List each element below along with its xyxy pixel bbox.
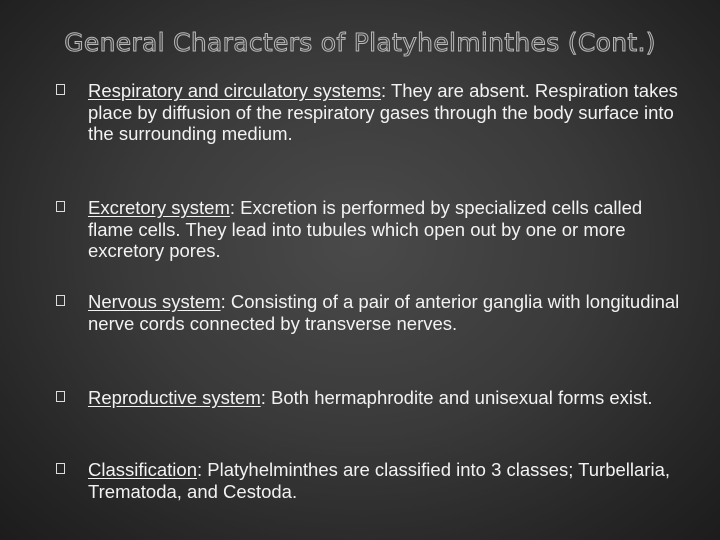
bullet-term: Classification xyxy=(88,459,197,480)
bullet-text xyxy=(88,291,688,334)
bullet-box-icon xyxy=(56,201,65,212)
bullet-term: Excretory system xyxy=(88,197,230,218)
bullet-text xyxy=(88,197,688,262)
bullet-term: Reproductive system xyxy=(88,387,261,408)
bullet-description: : They are absent. Respiration takes place by diffusion of the respiratory gases through the body surface into the surrounding medium. xyxy=(88,80,678,144)
bullet-text xyxy=(88,387,688,409)
bullet-term: Respiratory and circulatory systems xyxy=(88,80,382,101)
bullet-box-icon xyxy=(56,391,65,402)
slide-title: General Characters of Platyhelminthes (Cont.) xyxy=(64,28,656,57)
bullet-box-icon xyxy=(56,295,65,306)
bullet-box-icon xyxy=(56,463,65,474)
bullet-description: : Excretion is performed by specialized cells called flame cells. They lead into tubules which open out by one or more excretory pores. xyxy=(88,197,643,261)
bullet-description: : Platyhelminthes are classified into 3 classes; Turbellaria, Trematoda, and Cestoda. xyxy=(88,459,670,502)
bullet-description: : Consisting of a pair of anterior ganglia with longitudinal nerve cords connected by transverse nerves. xyxy=(88,291,680,334)
bullet-box-icon xyxy=(56,84,65,95)
bullet-text xyxy=(88,80,688,145)
bullet-text xyxy=(88,459,688,502)
bullet-term: Nervous system xyxy=(88,291,221,312)
bullet-description: : Both hermaphrodite and unisexual forms exist. xyxy=(260,387,653,408)
